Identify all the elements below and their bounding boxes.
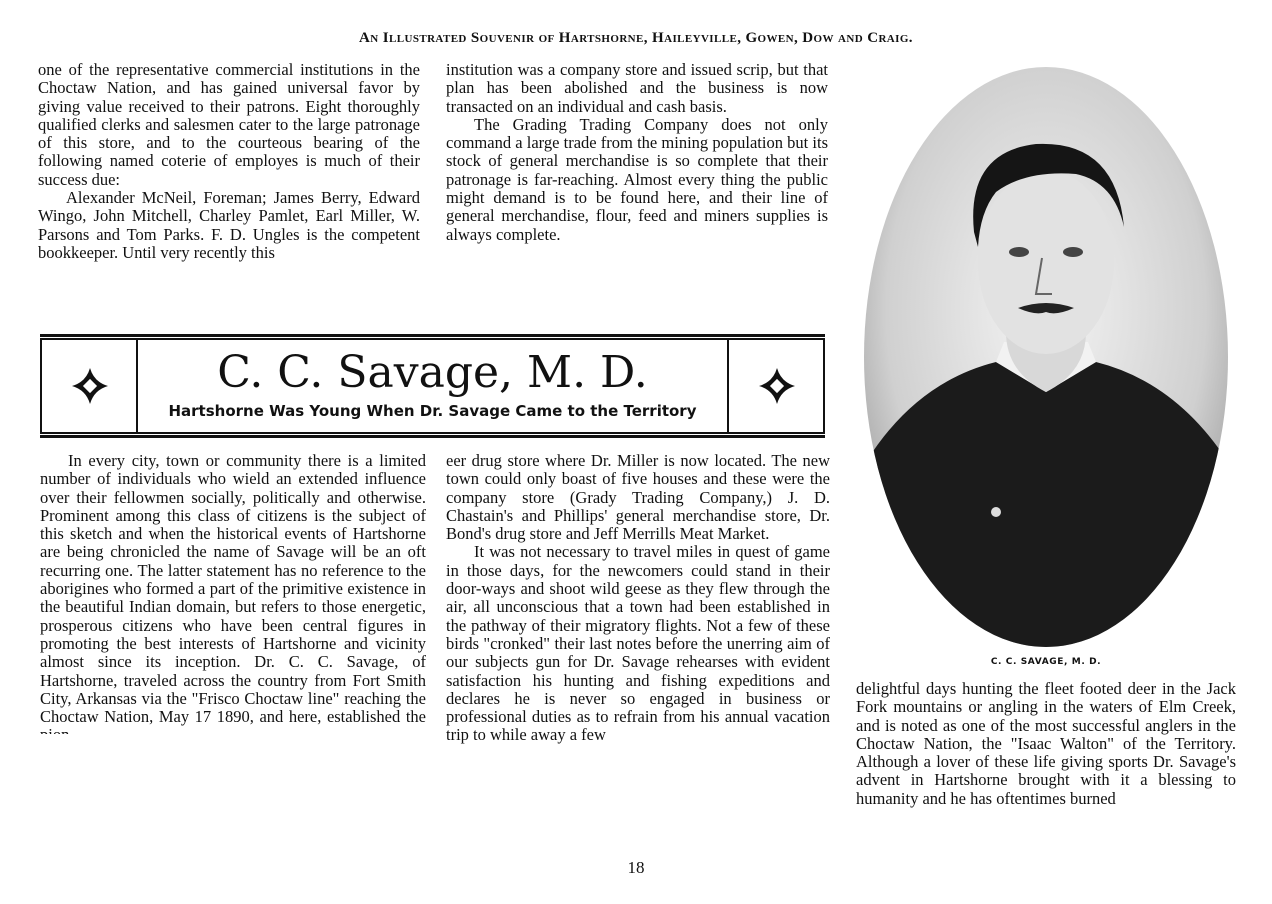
portrait-photo — [856, 62, 1236, 652]
banner-ornament-right — [727, 340, 823, 432]
photo-caption: C. C. SAVAGE, M. D. — [990, 657, 1102, 667]
column-top-middle — [446, 61, 828, 244]
page-header: An Illustrated Souvenir of Hartshorne, Haileyville, Gowen, Dow and Craig. — [359, 30, 913, 46]
diamond-ornament-icon — [757, 366, 797, 406]
paragraph: delightful days hunting the fleet footed deer in the Jack Fork mountains or angling in the waters of Elm Creek, and is noted as one of the most successful anglers in the Choctaw Nation, the "Isaac Walton" of the Territory. Although a lover of these life giving sports Dr. Savage's advent in Hartshorne brought with it a blessing to humanity and he has oftentimes burned — [856, 679, 1236, 808]
article-title: C. C. Savage, M. D. — [217, 347, 648, 398]
paragraph: Alexander McNeil, Foreman; James Berry, Edward Wingo, John Mitchell, Charley Pamlet, Earl Miller, W. Parsons and Tom Parks. F. D. Ungles is the competent bookkeeper. Until very recently this — [38, 188, 420, 262]
paragraph: The Grading Trading Company does not only command a large trade from the mining population but its stock of general merchandise is so complete that their patronage is far-reaching. Almost every thing the public might demand is to be found here, and their line of general merchandise, flour, feed and miners supplies is always complete. — [446, 114, 828, 244]
paragraph: institution was a company store and issued scrip, but that plan has been abolished and the business is now transacted on an individual and cash basis. — [446, 60, 828, 116]
article-subtitle: Hartshorne Was Young When Dr. Savage Came to the Territory — [168, 402, 697, 420]
page-number: 18 — [627, 858, 645, 877]
print-damage-blank — [230, 734, 242, 792]
column-top-left — [38, 61, 420, 262]
paragraph: one of the representative commercial institutions in the Choctaw Nation, and has gained universal favor by giving value received to their patrons. Eight thoroughly qualified clerks and salesmen cater to the large patronage of this store, and to the courteous bearing of the following named coterie of employes is much of their success due: — [38, 60, 420, 189]
paragraph: In every city, town or community there is a limited number of individuals who wield an extended influence over their fellowmen socially, politically and otherwise. Prominent among this class of citizens is the subject of this sketch and when the historical events of Hartshorne are being chronicled the name of Savage will be an oft recurring one. The latter statement has no reference to the aborigines who formed a part of the primitive existence in the beautiful Indian domain, but refers to those energetic, prosperous citizens who have been central figures in promoting the best interests of Hartshorne and vicinity almost since its inception. Dr. C. C. Savage, of Hartshorne, traveled across the country from Fort Smith City, Arkansas via the "Frisco Choctaw line" reaching the Choctaw Nation, May 17 1890, and here, established the — [40, 452, 426, 727]
paragraph: It was not necessary to travel miles in quest of game in those days, for the newcomers could stand in their door-ways and shoot wild geese as they flew through the air, all unconscious that a town had been established in the pathway of their migratory flights. Not a few of these birds "cronked" their last notes before the unerring aim of our subjects gun for Dr. Savage rehearses with evident satisfaction his hunting and fishing expeditions and declares he is never so engaged in business or professional duties as to refrain from his annual vacation trip to while away a few — [446, 542, 830, 745]
column-bottom-middle — [446, 452, 830, 745]
banner-ornament-left — [42, 340, 138, 432]
diamond-ornament-icon — [70, 366, 110, 406]
column-bottom-right — [856, 680, 1236, 808]
paragraph: eer drug store where Dr. Miller is now located. The new town could only boast of five houses and these were the company store (Grady Trading Company,) J. D. Chastain's and Phillips' general merchandise store, Dr. Bond's drug store and Jeff Merrills Meat Market. — [446, 451, 830, 544]
article-title-banner — [40, 338, 825, 434]
